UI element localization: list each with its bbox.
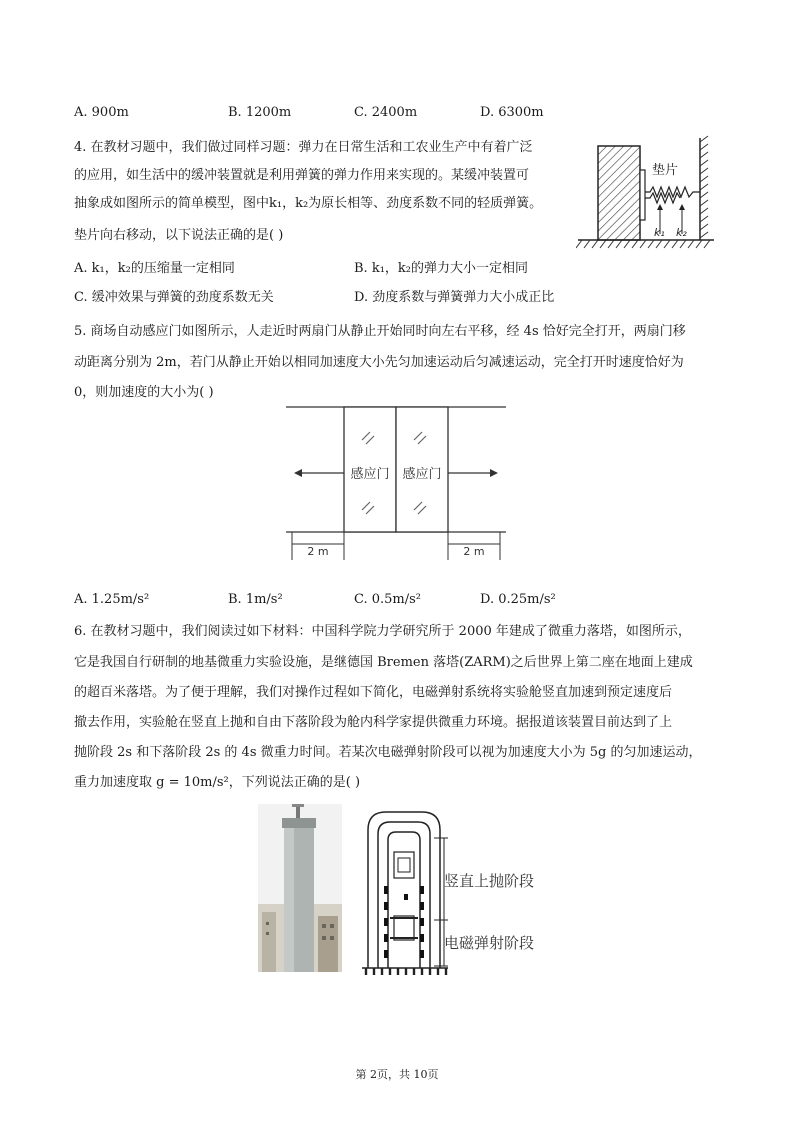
- pad-plate: [640, 170, 645, 220]
- right-distance-label: 2 m: [463, 545, 485, 558]
- q5-text-line: 0，则加速度的大小为( ): [74, 385, 214, 400]
- q6-text-line: 的超百米落塔。为了便于理解，我们对操作过程如下简化，电磁弹射系统将实验舱竖直加速到预定速度后: [74, 685, 673, 700]
- q5-text-line: 5. 商场自动感应门如图所示，人走近时两扇门从静止开始同时向左右平移，经 4s 恰好完全打开，两扇门移: [74, 324, 686, 339]
- q5-option-a: A. 1.25m/s²: [74, 592, 150, 607]
- q6-text-line: 撤去作用，实验舱在竖直上抛和自由下落阶段为舱内科学家提供微重力环境。据报道该装置目前达到了上: [74, 715, 673, 730]
- tower-outer-wall: [368, 812, 440, 968]
- q4-option-d: D. 劲度系数与弹簧弹力大小成正比: [354, 290, 555, 305]
- upper-stage-label: 竖直上抛阶段: [444, 872, 535, 890]
- left-door-label: 感应门: [350, 467, 390, 482]
- q3-option-d: D. 6300m: [480, 105, 544, 120]
- pad-label: 垫片: [652, 163, 679, 178]
- k1-label: k₁: [654, 226, 665, 239]
- left-distance-label: 2 m: [307, 545, 329, 558]
- tower-ground-hatch: [366, 968, 446, 975]
- q4-option-b: B. k₁，k₂的弹力大小一定相同: [354, 261, 528, 276]
- q4-text-line: 的应用，如生活中的缓冲装置就是利用弹簧的弹力作用来实现的。某缓冲装置可: [74, 168, 530, 183]
- q6-text-line: 6. 在教材习题中，我们阅读过如下材料：中国科学院力学研究所于 2000 年建成了微重力落塔，如图所示，: [74, 624, 691, 639]
- spring-k2: [645, 187, 700, 197]
- sliding-block: [598, 146, 640, 240]
- q4-option-c: C. 缓冲效果与弹簧的劲度系数无关: [74, 290, 274, 305]
- q4-text-line: 抽象成如图所示的简单模型，图中k₁，k₂为原长相等、劲度系数不同的轻质弹簧。: [74, 196, 543, 211]
- q4-option-a: A. k₁，k₂的压缩量一定相同: [74, 261, 235, 276]
- q3-option-c: C. 2400m: [354, 105, 418, 120]
- page-footer: 第 2页，共 10页: [355, 1068, 439, 1081]
- right-door-label: 感应门: [402, 467, 442, 482]
- q5-option-d: D. 0.25m/s²: [480, 592, 556, 607]
- lower-stage-label: 电磁弹射阶段: [444, 934, 535, 952]
- q5-door-figure: [284, 400, 510, 564]
- capsule-lower: [394, 916, 414, 940]
- spring-k1: [645, 193, 680, 203]
- q6-text-line: 它是我国自行研制的地基微重力实验设施，是继德国 Bremen 落塔(ZARM)之后世界上第二座在地面上建成: [74, 655, 693, 670]
- q4-buffer-figure: [576, 134, 716, 250]
- wall-hatch: [700, 136, 708, 238]
- q6-text-line: 抛阶段 2s 和下落阶段 2s 的 4s 微重力时间。若某次电磁弹射阶段可以视为加速度大小为 5g 的匀加速运动，: [74, 745, 702, 760]
- q3-option-a: A. 900m: [74, 105, 129, 120]
- q4-text-line: 4. 在教材习题中，我们做过同样习题：弹力在日常生活和工农业生产中有着广泛: [74, 140, 533, 155]
- q4-text-line: 垫片向右移动，以下说法正确的是( ): [74, 228, 284, 243]
- ground-hatch: [576, 240, 710, 248]
- drop-tower-photo: [258, 804, 342, 972]
- q5-option-b: B. 1m/s²: [228, 592, 283, 607]
- q3-option-b: B. 1200m: [228, 105, 292, 120]
- q5-option-c: C. 0.5m/s²: [354, 592, 422, 607]
- k2-label: k₂: [676, 226, 687, 239]
- drop-tower-schematic: [360, 808, 550, 978]
- q5-text-line: 动距离分别为 2m，若门从静止开始以相同加速度大小先匀加速运动后匀减速运动，完全打开时速度恰好为: [74, 355, 684, 370]
- q6-text-line: 重力加速度取 g = 10m/s²，下列说法正确的是( ): [74, 775, 361, 790]
